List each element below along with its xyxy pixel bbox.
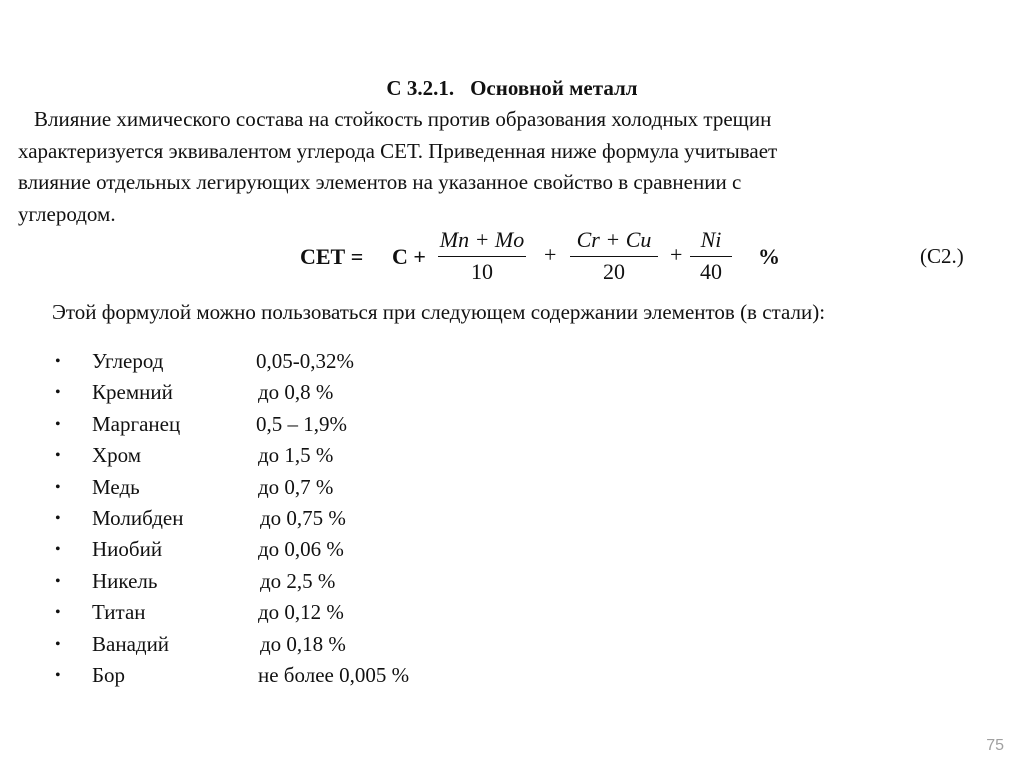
bullet-icon: • <box>55 353 61 370</box>
bullet-icon: • <box>55 572 61 590</box>
element-name: Молибден <box>92 505 184 530</box>
element-value: 0,5 – 1,9% <box>256 411 347 436</box>
bullet-icon: • <box>55 384 61 402</box>
element-name: Никель <box>92 568 158 593</box>
fraction-numerator: Cr + Cu <box>576 227 652 252</box>
bullet-icon: • <box>55 666 61 684</box>
intro-line: углеродом. <box>18 201 116 226</box>
section-heading <box>0 76 1024 101</box>
element-value: до 2,5 % <box>260 568 336 593</box>
element-name: Ванадий <box>92 631 170 656</box>
element-name: Титан <box>92 600 146 625</box>
intro-line: влияние отдельных легирующих элементов на указанное свойство в сравнении с <box>18 170 742 194</box>
equation-label: (С2.) <box>920 244 964 268</box>
fraction-numerator: Mn + Mo <box>439 227 525 252</box>
intro-line: Влияние химического состава на стойкость против образования холодных трещин <box>34 107 772 131</box>
section-number: С 3.2.1. <box>386 76 455 100</box>
formula-lhs: СЕТ = <box>300 244 364 269</box>
page-number: 75 <box>986 737 1004 754</box>
element-name: Марганец <box>92 411 181 436</box>
element-value: до 0,8 % <box>258 380 334 405</box>
bullet-icon: • <box>55 604 61 622</box>
fraction-numerator: Ni <box>700 227 722 252</box>
bullet-icon: • <box>55 415 61 433</box>
cet-formula <box>300 226 1000 296</box>
intro-line: характеризуется эквивалентом углерода СЕТ. Приведенная ниже формула учитывает <box>18 138 778 163</box>
bullet-icon: • <box>55 447 61 465</box>
bullet-icon: • <box>55 509 61 527</box>
conditions-note: Этой формулой можно пользоваться при следующем содержании элементов (в стали): <box>52 300 826 324</box>
element-name: Хром <box>92 443 142 468</box>
element-value: до 0,18 % <box>260 631 346 656</box>
fraction-denominator: 10 <box>471 259 493 284</box>
bullet-icon: • <box>55 635 61 653</box>
element-name: Углерод <box>92 349 164 373</box>
element-value: до 1,5 % <box>258 443 334 468</box>
element-value: 0,05-0,32% <box>256 349 354 373</box>
formula-plus: + <box>544 242 557 267</box>
fraction-ni <box>684 226 738 287</box>
fraction-cr-cu <box>564 226 664 287</box>
element-name: Ниобий <box>92 537 163 562</box>
formula-unit: % <box>758 244 780 269</box>
bullet-icon: • <box>55 541 61 559</box>
element-value: до 0,06 % <box>258 537 344 562</box>
element-value: до 0,7 % <box>258 474 334 499</box>
formula-c-term: C + <box>392 244 426 269</box>
element-value: не более 0,005 % <box>258 662 410 687</box>
fraction-denominator: 40 <box>700 259 722 284</box>
element-value: до 0,75 % <box>260 505 346 530</box>
intro-paragraph <box>18 104 998 230</box>
element-name: Бор <box>92 662 126 687</box>
bullet-icon: • <box>55 478 61 496</box>
formula-plus: + <box>670 242 683 267</box>
fraction-mn-mo <box>432 226 532 287</box>
fraction-denominator: 20 <box>603 259 625 284</box>
section-title: Основной металл <box>470 76 638 100</box>
element-name: Кремний <box>92 380 173 405</box>
element-value: до 0,12 % <box>258 600 344 625</box>
element-name: Медь <box>92 474 140 499</box>
